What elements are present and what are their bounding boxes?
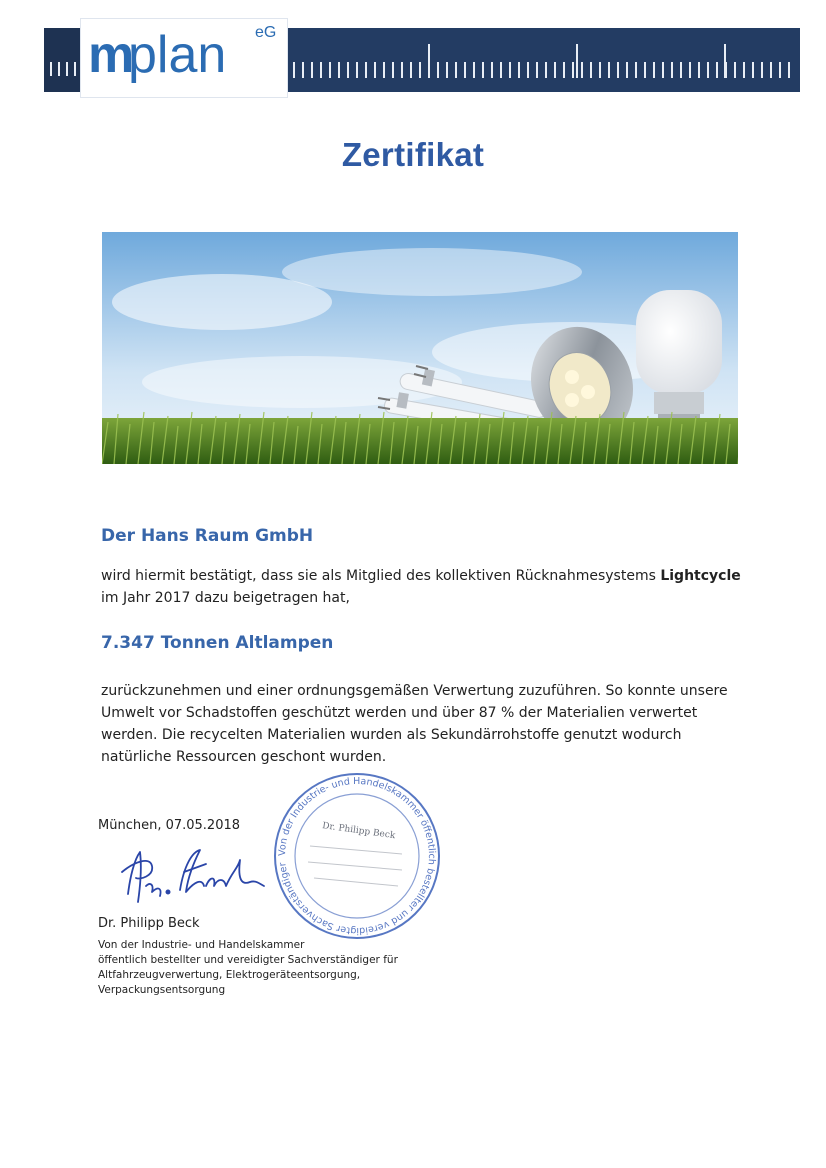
company-name: Der Hans Raum GmbH bbox=[101, 526, 314, 546]
body-paragraph bbox=[101, 680, 728, 768]
collected-amount: 7.347 Tonnen Altlampen bbox=[101, 633, 334, 653]
ruler-left-ticks bbox=[50, 62, 76, 76]
ruler-major-tick bbox=[428, 44, 430, 78]
official-seal-stamp bbox=[262, 770, 452, 942]
credential-line: Verpackungsentsorgung bbox=[98, 984, 226, 996]
credential-line: Von der Industrie- und Handelskammer bbox=[98, 939, 305, 951]
intro-line-1 bbox=[101, 568, 741, 584]
ruler-major-tick bbox=[724, 44, 726, 78]
credential-line: Altfahrzeugverwertung, Elektrogeräteentsorgung, bbox=[98, 969, 361, 981]
ruler-left-segment bbox=[44, 28, 80, 92]
signer-credentials bbox=[98, 938, 398, 998]
svg-text:Von der Industrie- und Handels bbox=[277, 776, 437, 936]
intro-line-1-text: wird hiermit bestätigt, dass sie als Mitglied des kollektiven Rücknahmesystems bbox=[101, 568, 661, 584]
signer-name: Dr. Philipp Beck bbox=[98, 916, 200, 931]
brand-lightcycle: Lightcycle bbox=[660, 568, 741, 584]
logo-m: m bbox=[88, 26, 135, 84]
paragraph-line: zurückzunehmen und einer ordnungsgemäßen Verwertung zuzuführen. So konnte unsere bbox=[101, 683, 728, 699]
logo-plan: plan bbox=[128, 26, 227, 84]
seal-ring-text: Von der Industrie- und Handelskammer öffentlich bestellter und vereidigter Sachverständiger bbox=[276, 775, 438, 937]
paragraph-line: natürliche Ressourcen geschont wurden. bbox=[101, 749, 387, 765]
paragraph-line: Umwelt vor Schadstoffen geschützt werden und über 87 % der Materialien verwertet bbox=[101, 705, 698, 721]
seal-name: Dr. Philipp Beck bbox=[321, 821, 396, 842]
paragraph-line: werden. Die recycelten Materialien wurden als Sekundärrohstoffe genutzt wodurch bbox=[101, 727, 682, 743]
logo-suffix: eG bbox=[255, 24, 277, 41]
handwritten-signature bbox=[110, 842, 270, 912]
ruler-major-tick bbox=[576, 44, 578, 78]
intro-line-2: im Jahr 2017 dazu beigetragen hat, bbox=[101, 590, 350, 606]
page-title: Zertifikat bbox=[341, 136, 485, 173]
credential-line: öffentlich bestellter und vereidigter Sachverständiger für bbox=[98, 954, 398, 966]
place-and-date: München, 07.05.2018 bbox=[98, 818, 241, 833]
ruler-ticks bbox=[282, 44, 794, 78]
hero-image-lamps-on-grass bbox=[102, 232, 738, 464]
